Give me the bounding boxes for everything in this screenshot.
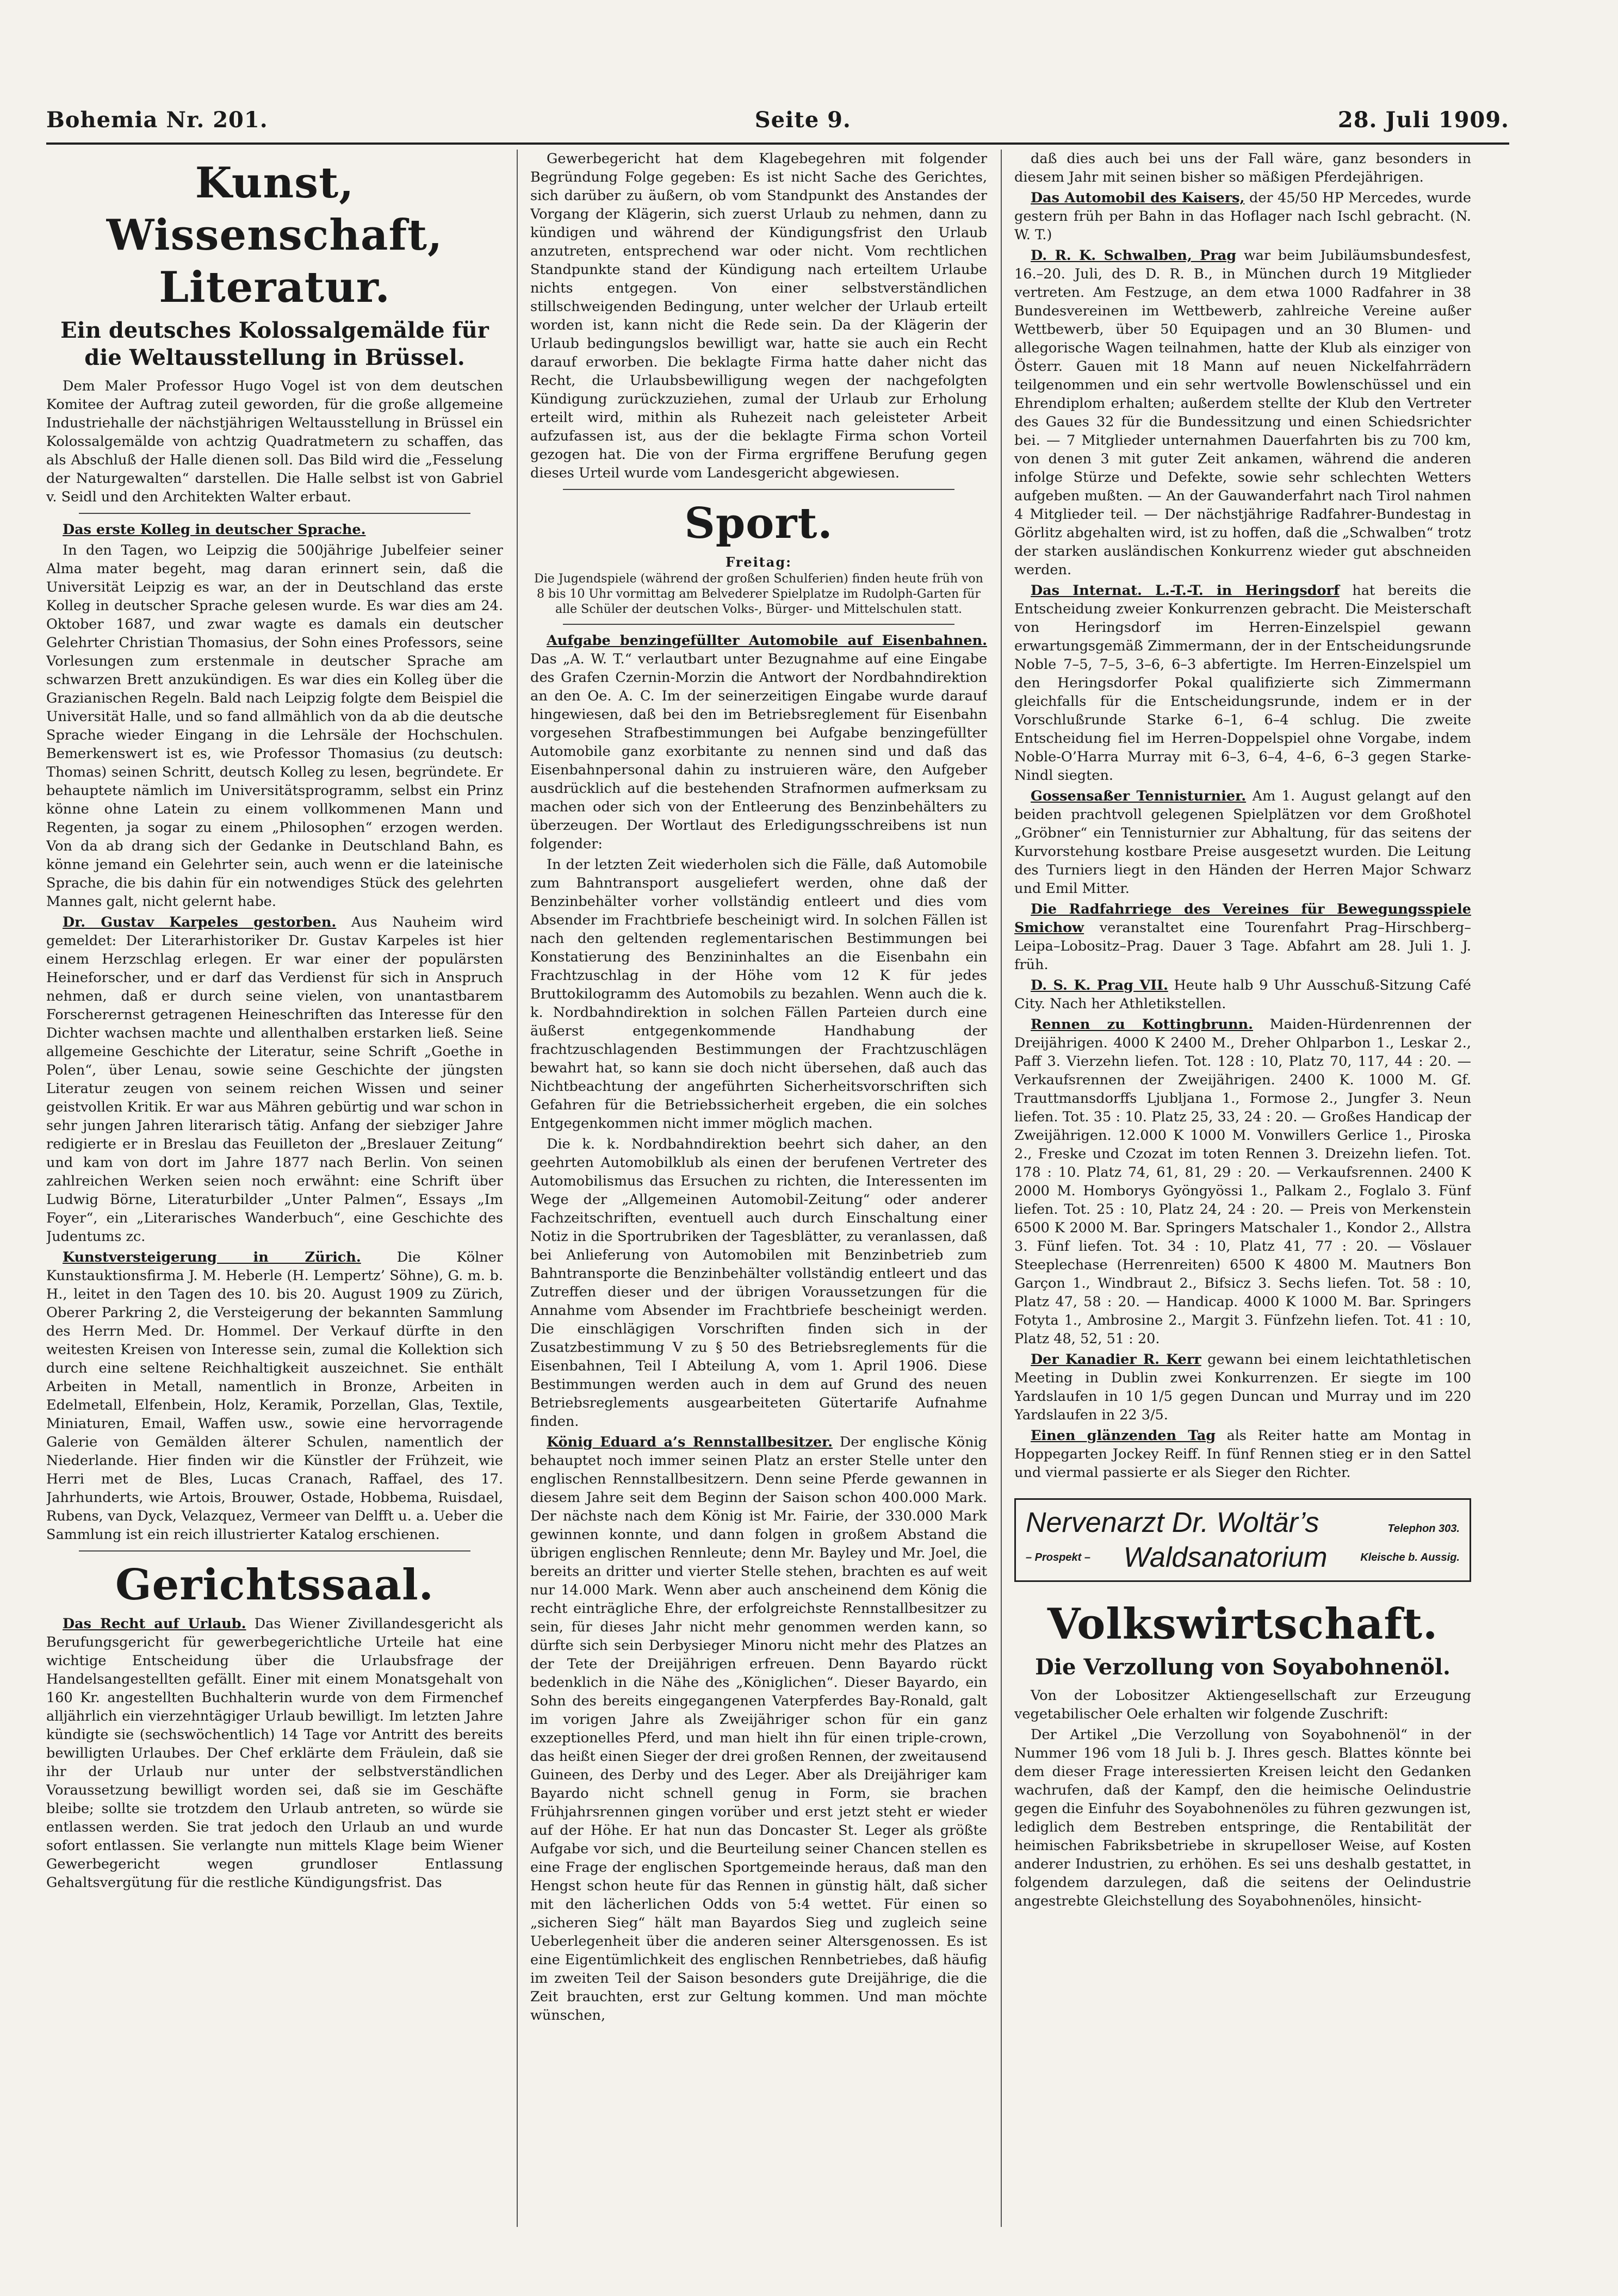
section-title-volkswirtschaft: Volkswirtschaft. [1047,1599,1439,1649]
ad-doctor-name: Nervenarzt Dr. Woltär’s [1026,1507,1319,1538]
newspaper-issue: Bohemia Nr. 201. [46,107,268,133]
day-kicker: Freitag: [726,554,792,570]
column-3 [1014,150,1471,2227]
article-heading: Dr. Gustav Karpeles gestorben. [63,914,337,930]
article-divider [79,513,470,514]
article-heading: Kunstversteigerung in Zürich. [63,1249,361,1265]
article-paragraph: Der Artikel „Die Verzollung von Soyabohnenöl“ in der Nummer 196 vom 18 Juli b. J. Ihres gesch. Blattes könnte bei dem dieser Frage interessierten Kreisen leicht den Gedanken wachrufen, daß der Kampf, den die heimische Oelindustrie gegen die Einfuhr des Soyabohnenöles zu führen gezwungen ist, lediglich dem Bestreben entspringe, die Rentabilität der heimischen Fabriksbetriebe in skrupelloser Weise, auf Kosten anderer Industrien, zu erhöhen. Es sei uns deshalb gestattet, in folgendem darzulegen, daß die seitens der Oelindustrie angestrebte Gleichstellung des Soyabohnenöles, hinsicht- [1014,1727,1471,1909]
article-paragraph: Das Wiener Zivillandesgericht als Berufungsgericht für gewerbegerichtliche Urteile hat eine wichtige Entscheidung über die Urlaubsfrage der Handelsangestellten gefällt. Einer mit einem Monatsgehalt von 160 Kr. angestellten Buchhalterin wurde von dem Firmenchef alljährlich ein vierzehntägiger Urlaub bewilligt. Im letzten Jahre kündigte sie (sechswöchentlich) 14 Tage vor Antritt des bereits bewilligten Urlaubes. Der Chef erklärte dem Fräulein, daß sie ihr der Urlaub nur unter der selbstverständlichen Voraussetzung bewilligt worden sei, daß sie im Geschäfte bleibe; sollte sie trotzdem den Urlaub antreten, so würde sie entlassen werden. Sie trat jedoch den Urlaub an und wurde sofort entlassen. Sie verlangte nun mittels Klage beim Wiener Gewerbegericht wegen grundloser Entlassung Gehaltsvergütung für die restliche Kündigungsfrist. Das [46,1616,503,1891]
article-headline: Die Verzollung von Soyabohnenöl. [1035,1654,1450,1680]
ad-sanatorium: Waldsanatorium [1123,1542,1328,1573]
article-heading: Das Recht auf Urlaub. [63,1616,246,1632]
page-header [46,101,1509,139]
column-divider [1001,150,1002,2227]
article-paragraph: Die Kölner Kunstauktionsfirma J. M. Heberle (H. Lempertz’ Söhne), G. m. b. H., leitet in den Tagen des 10. bis 20. August 1909 zu Zürich, Oberer Parkring 2, die Versteigerung der bekannten Sammlung des Herrn Med. Dr. Hommel. Der Verkauf dürfte in den weitesten Kreisen von Interesse sein, zumal die Kollektion sich durch eine seltene Reichhaltigkeit auszeichnet. Sie enthält Arbeiten in Metall, namentlich in Bronze, Arbeiten in Edelmetall, Elfenbein, Holz, Keramik, Porzellan, Glas, Textile, Miniaturen, Email, Waffen usw., sowie eine hervorragende Galerie von Gemälden älterer Schulen, namentlich der Niederlande. Hier finden wir die Künstler der Frühzeit, wie Herri met de Bles, Lucas Cranach, Raffael, des 17. Jahrhunderts, wie Artois, Brouwer, Ostade, Hobbema, Ruisdael, Rubens, van Dyck, Velazquez, Vermeer van Delfft u. a. Ueber die Sammlung ist ein reich illustrierter Katalog erschienen. [46,1249,503,1543]
section-title-gerichtssaal: Gerichtssaal. [115,1560,434,1610]
article-paragraph: Von der Lobositzer Aktiengesellschaft zur Erzeugung vegetabilischer Oele erhalten wir folgende Zuschrift: [1014,1687,1471,1722]
article-paragraph: Heute halb 9 Uhr Ausschuß-Sitzung Café City. Nach her Athletikstellen. [1014,977,1471,1012]
article-paragraph: veranstaltet eine Tourenfahrt Prag–Hirschberg–Leipa–Lobositz–Prag. Dauer 3 Tage. Abfahrt am 28. Juli 1. J. früh. [1014,920,1471,973]
article-paragraph: hat bereits die Entscheidung zweier Konkurrenzen gebracht. Die Meisterschaft von Heringsdorf im Herren-Einzelspiel gewann erwartungsgemäß Zimmermann, der in der Entscheidungsrunde Noble 7–5, 7–5, 3–6, 6–3 abfertigte. Im Herren-Einzelspiel um den Heringsdorfer Pokal qualifizierte sich Zimmermann gleichfalls für die Entscheidungsrunde, indem er in der Vorschlußrunde Starke 6–1, 6–4 schlug. Die zweite Entscheidung fiel im Herren-Doppelspiel ohne Vorgabe, indem Noble-O’Harra Murray mit 6–3, 6–4, 4–6, 6–3 gegen Starke-Nindl siegten. [1014,582,1471,784]
article-paragraph: Gewerbegericht hat dem Klagebegehren mit folgender Begründung Folge gegeben: Es ist nicht Sache des Gerichtes, sich darüber zu äußern, ob vom Standpunkt des Anstandes der Vorgang der Klägerin, sich zuerst Urlaub zu nehmen, dann zu kündigen und während der Kündigungsfrist den Urlaub anzutreten, entsprechend war oder nicht. Vom rechtlichen Standpunkte stand der Kündigung nach erteiltem Urlaube nichts entgegen. Von einer selbstverständlichen stillschweigenden Bedingung, unter welcher der Urlaub erteilt worden ist, kann nicht die Rede sein. Da der Klägerin der Urlaub bedingungslos bewilligt war, hatte sie auch ein Recht darauf erworben. Die beklagte Firma hatte daher nicht das Recht, die Urlaubsbewilligung wegen der nachgefolgten Kündigung zurückzuziehen, zumal der Urlaub zur Erholung erteilt wird, mithin als Ruhezeit nach geleisteter Arbeit aufzufassen ist, aus der die beklagte Firma schon Vorteil gezogen hat. Die von der Firma ergriffene Berufung gegen dieses Urteil wurde vom Landesgericht abgewiesen. [530,151,987,481]
ad-place: Kleische b. Aussig. [1360,1552,1460,1563]
article-heading: König Eduard a’s Rennstallbesitzer. [547,1434,833,1450]
article-heading: Das Automobil des Kaisers, [1031,190,1245,206]
article-heading: D. S. K. Prag VII. [1031,977,1168,994]
column-2 [530,150,987,2227]
column-divider [517,150,518,2227]
article-paragraph: Das „A. W. T.“ verlautbart unter Bezugnahme auf eine Eingabe des Grafen Czernin-Morzin die Antwort der Nordbahndirektion an den Oe. A. C. Im der seinerzeitigen Eingabe wurde darauf hingewiesen, daß bei den im Betriebsreglement für Eisenbahn vorgesehen Strafbestimmungen bei Aufgabe benzingefüllter Automobile ganz exorbitante zu nennen sind und daß das Eisenbahnpersonal dahin zu instruieren wäre, den Aufgeber ausdrücklich auf die bestehenden Strafnormen aufmerksam zu machen oder sich von der Entleerung des Benzinbehälters zu überzeugen. Der Wortlaut des Erledigungsschreibens ist nun folgender: [530,651,987,852]
article-paragraph: Dem Maler Professor Hugo Vogel ist von dem deutschen Komitee der Auftrag zuteil geworden, für die große allgemeine Industriehalle der nächstjährigen Weltausstellung in Brüssel ein Kolossalgemälde von achtzig Quadratmetern zu schaffen, das als Abschluß der Halle dienen soll. Das Bild wird die „Fesselung der Naturgewalten“ darstellen. Die Halle selbst ist von Gabriel v. Seidl und den Architekten Walter erbaut. [46,378,503,505]
header-rule [46,142,1509,145]
ad-telephone: Telephon 303. [1387,1523,1460,1535]
article-heading: Das Internat. L.-T.-T. in Heringsdorf [1031,582,1340,599]
article-paragraph: In der letzten Zeit wiederholen sich die Fälle, daß Automobile zum Bahntransport ausgeliefert werden, ohne daß der Benzinbehälter vorher vollständig entleert und dies vom Absender im Frachtbriefe bescheinigt wird. In solchen Fällen ist nach den geltenden reglementarischen Bestimmungen bei Konstatierung des Benzininhaltes an die Eisenbahn ein Frachtzuschlag in der Höhe vom 12 K für jedes Bruttokilogramm des Automobils zu bezahlen. Wenn auch die k. k. Nordbahndirektion in solchen Fällen Parteien durch eine äußerst entgegenkommende Handhabung der frachtzuschlagenden Bestimmungen der Frachtzuschlägen bewahrt hat, so kann sie doch nicht übersehen, daß auch das Nichtbeachtung der angeführten Sicherheitsvorschriften sich Gefahren für die Betriebssicherheit ergeben, die ein solches Entgegenkommen nicht immer möglich machen. [530,857,987,1132]
article-heading: D. R. K. Schwalben, Prag [1031,247,1237,264]
article-divider [563,624,954,625]
article-paragraph: gewann bei einem leichtathletischen Meeting in Dublin zwei Konkurrenzen. Er siegte im 100 Yardslaufen in 10 1/5 gegen Duncan und Murray und im 220 Yardslaufen in 22 3/5. [1014,1351,1471,1423]
page-number: Seite 9. [754,107,851,133]
section-divider [563,489,954,490]
column-1 [46,150,503,2227]
article-heading: Einen glänzenden Tag [1031,1428,1216,1444]
article-paragraph: Der englische König behauptet noch immer seinen Platz an erster Stelle unter den englischen Rennstallbesitzern. Denn seine Pferde gewannen in diesem Jahre seit dem Beginn der Saison schon 400.000 Mark. Der nächste nach dem König ist Mr. Fairie, der 330.000 Mark gewinnen konnte, und dann folgen in großem Abstand die übrigen englischen Rennleute; denn Mr. Bayley und Mr. Joel, die bereits an dritter und vierter Stelle stehen, brachten es auf weit nur 14.000 Mark. Wenn aber auch anscheinend dem König die recht einträgliche Ehre, der erfolgreichste Rennstallbesitzer zu sein, für dieses Jahr nicht mehr genommen werden kann, so dürfte sich sein Derbysieger Minoru nicht mehr des Platzes an der Tete der Dreijährigen erfreuen. Denn Bayardo rückt bedenklich in die Nähe des „Königlichen“. Dieser Bayardo, ein Sohn des bereits eingegangenen Vaterpferdes Bay-Ronald, galt im vorigen Jahre als Zweijähriger schon für ein ganz exzeptionelles Pferd, und man hielt ihn für einen triple-crown, das heißt einen Sieger der drei großen Rennen, der zweitausend Guineen, des Derby und des Leger. Aber als Dreijähriger kam Bayardo nicht schnell genug in Form, sie brachen Frühjahrsrennen gingen vorüber und erst jetzt steht er wieder auf der Höhe. Er hat nun das Doncaster St. Leger als größte Aufgabe vor sich, und die Beurteilung seiner Chancen stellen es eine Frage der englischen Sportgemeinde heraus, daß man den Hengst schon heute für das Rennen in günstig hält, daß sicher mit den lächerlichen Odds von 5:4 wettet. Für einen so „sicheren Sieg“ hält man Bayardos Sieg und zugleich seine Ueberlegenheit über die anderen seiner Altersgenossen. Es ist eine Eigentümlichkeit des englischen Rennbetriebes, daß häufig im zweiten Teil der Saison besonders gute Dreijährige, die die Zeit brauchten, erst zur Geltung kommen. Und man möchte wünschen, [530,1434,987,2024]
article-paragraph: In den Tagen, wo Leipzig die 500jährige Jubelfeier seiner Alma mater begeht, mag daran erinnert sein, daß die Universität Leipzig es war, an der in Deutschland das erste Kolleg in deutscher Sprache gelesen wurde. Es war dies am 24. Oktober 1687, und zwar wagte es damals ein deutscher Gelehrter Christian Thomasius, der Sohn eines Professors, seine Vorlesungen zum erstenmale in deutscher Sprache am schwarzen Brett anzukündigen. Es war dies ein Kolleg über die Grazianischen Regeln. Bald nach Leipzig folgte dem Beispiel die Universität Halle, und so fand allmählich von da ab die deutsche Sprache wieder Eingang in die Lehrsäle der Hochschulen. Bemerkenswert ist es, wie Professor Thomasius (zu deutsch: Thomas) seinen Schritt, deutsch Kolleg zu lesen, begründete. Er behauptete nämlich im Universitätsprogramm, selbst ein Prinz könne ohne Latein zu einem vollkommenen Mann und Regenten, ja sogar zu einem „Philosophen“ erzogen werden. Von da ab drang sich der Gedanke in Deutschland Bahn, es könne jemand ein Gelehrter sein, auch wenn er die lateinische Sprache, die bis dahin für ein notwendiges Stück des gelehrten Mannes galt, nicht gelernt habe. [46,542,503,910]
article-heading: Aufgabe benzingefüllter Automobile auf Eisenbahnen. [547,632,987,649]
ad-prospekt: – Prospekt – [1026,1552,1090,1563]
advertisement-box [1014,1498,1471,1582]
article-heading: Das erste Kolleg in deutscher Sprache. [63,522,366,538]
issue-date: 28. Juli 1909. [1337,107,1509,133]
article-paragraph: der 45/50 HP Mercedes, wurde gestern früh per Bahn in das Hoflager nach Ischl gebracht. (N. W. T.) [1014,190,1471,243]
article-paragraph: daß dies auch bei uns der Fall wäre, ganz besonders in diesem Jahr mit seinen bisher so mäßigen Pferdejährigen. [1014,151,1471,185]
notice-text: Die Jugendspiele (während der großen Schulferien) finden heute früh von 8 bis 10 Uhr vormittag am Belvederer Spielplatze im Rudolph-Garten für alle Schüler der deutschen Volks-, Bürger- und Mittelschulen statt. [534,572,983,616]
article-heading: Die Radfahrriege des Vereines für Bewegungsspiele Smichow [1014,901,1471,936]
article-paragraph: Die k. k. Nordbahndirektion beehrt sich daher, an den geehrten Automobilklub als einen der berufenen Vertreter des Automobilismus das Ersuchen zu richten, die Interessenten im Wege der „Allgemeinen Automobil-Zeitung“ oder anderer Fachzeitschriften, eventuell auch durch Einschaltung einer Notiz in die Sportrubriken der Tagesblätter, zu veranlassen, daß bei Anlieferung von Automobilen mit Benzinbetrieb zum Bahntransporte die Benzinbehälter vollständig entleert und das Zutreffen dieser und der übrigen Voraussetzungen für die Annahme vom Absender im Frachtbriefe bescheinigt werden. Die einschlägigen Vorschriften finden sich in der Zusatzbestimmung V zu § 50 des Betriebsreglements für die Eisenbahnen, Teil I Abteilung A, vom 1. April 1906. Diese Bestimmungen werden auch in dem auf Grund des neuen Betriebsreglements ausgearbeiteten Gütertarife Aufnahme finden. [530,1136,987,1430]
article-paragraph: Am 1. August gelangt auf den beiden prachtvoll gelegenen Spielplätzen vor dem Großhotel „Gröbner“ ein Tennisturnier zur Abhaltung, für das seitens der Kurvorstehung kostbare Preise ausgesetzt wurden. Die Leitung des Turniers liegt in den Händen der Herren Major Schwarz und Emil Mitter. [1014,788,1471,897]
article-heading: Der Kanadier R. Kerr [1031,1351,1201,1368]
section-title-sport: Sport. [684,499,833,548]
article-heading: Gossensaßer Tennisturnier. [1031,788,1247,804]
section-divider [79,1550,470,1552]
article-paragraph: als Reiter hatte am Montag in Hoppegarten Jockey Reiff. In fünf Rennen stieg er in den Sattel und viermal passierte er als Sieger den Richter. [1014,1428,1471,1481]
section-title-kunst: Kunst, Wissenschaft, Literatur. [106,158,443,312]
article-paragraph: Maiden-Hürdenrennen der Dreijährigen. 4000 K 2400 M., Dreher Ohlparbon 1., Leskar 2., Paff 3. Vierzehn liefen. Tot. 128 : 10, Platz 70, 117, 44 : 20. — Verkaufsrennen der Zweijährigen. 2400 K. 1000 M. Gf. Trauttmansdorffs Ljubljana 1., Formose 2., Jungfer 3. Neun liefen. Tot. 35 : 10. Platz 25, 33, 24 : 20. — Großes Handicap der Zweijährigen. 12.000 K 1000 M. Vonwillers Gerlice 1., Piroska 2., Freske und Czozat im toten Rennen 3. Dreizehn liefen. Tot. 178 : 10. Platz 74, 61, 81, 29 : 20. — Verkaufsrennen. 2400 K 2000 M. Homborys Gyöngyössi 1., Palkam 2., Foglalo 3. Fünf liefen. Tot. 25 : 10, Platz 24, 24 : 20. — Preis von Merkenstein 6500 K 2000 M. Bar. Springers Matschaler 1., Kondor 2., Allstra 3. Fünf liefen. Tot. 34 : 10, Platz 41, 77 : 20. — Vöslauer Steeplechase (Herrenreiten) 6500 K 4800 M. Mautners Bon Garçon 1., Windbraut 2., Bifsicz 3. Sechs liefen. Tot. 58 : 10, Platz 47, 58 : 20. — Handicap. 4000 K 1000 M. Bar. Springers Fotyta 1., Ambrosine 2., Margit 3. Fünfzehn liefen. Tot. 41 : 10, Platz 48, 52, 51 : 20. [1014,1016,1471,1347]
article-paragraph: war beim Jubiläumsbundesfest, 16.–20. Juli, des D. R. B., in München durch 19 Mitglieder vertreten. Am Festzuge, an dem etwa 1000 Radfahrer in 38 Bundesvereinen im Wettbewerb, zahlreiche Vereine außer Wettbewerb, über 50 Equipagen und an 30 Blumen- und allegorische Wagen teilnahmen, hatte der Klub als einziger von Österr. Gauen mit 18 Mann auf neuen Nickelfahrrädern teilgenommen und ein sehr wertvolle Bowlenschüssel und ein Ehrendiplom erhalten; außerdem stellte der Klub den Vertreter des Gaues 32 für die Bundessitzung und einen Schiedsrichter bei. — 7 Mitglieder unternahmen Dauerfahrten bis zu 700 km, von denen 3 mit guter Zeit ankamen, während die anderen infolge Stürze und Defekte, sowie sehr schlechten Wetters aufgeben mußten. — An der Gauwanderfahrt nach Tirol nahmen 4 Mitglieder teil. — Der nächstjährige Radfahrer-Bundestag in Görlitz abgehalten wird, ist zu hoffen, daß die „Schwalben“ trotz der starken ausländischen Konkurrenz wieder gut abschneiden werden. [1014,247,1471,578]
article-headline: Ein deutsches Kolossalgemälde für die Weltausstellung in Brüssel. [60,318,489,370]
article-heading: Rennen zu Kottingbrunn. [1031,1016,1253,1033]
article-paragraph: Aus Nauheim wird gemeldet: Der Literarhistoriker Dr. Gustav Karpeles ist hier einem Herzschlag erlegen. Er war einer der populärsten Heineforscher, und er darf das Verdienst für sich in Anspruch nehmen, daß er durch seine vielen, von unantastbarem Forscherernst getragenen Heineschriften das Interesse für den Dichter wachsen machte und allenthalben erstarken ließ. Seine allgemeine Geschichte der Literatur, seine Schrift „Goethe in Polen“, über Lenau, sowie seine Geschichte der jüngsten Literatur zeugen von seinem reichen Wissen und seiner geistvollen Kritik. Er war aus Mähren gebürtig und war schon in sehr jungen Jahren literarisch tätig. Anfang der siebziger Jahre redigierte er in Breslau das Feuilleton der „Breslauer Zeitung“ und kam von dort im Jahre 1877 nach Berlin. Von seinen zahlreichen Werken seien noch erwähnt: eine Schrift über Ludwig Börne, Literaturbilder „Unter Palmen“, Essays „Im Foyer“, ein „Literarisches Wanderbuch“, eine Geschichte des Judentums zc. [46,914,503,1245]
